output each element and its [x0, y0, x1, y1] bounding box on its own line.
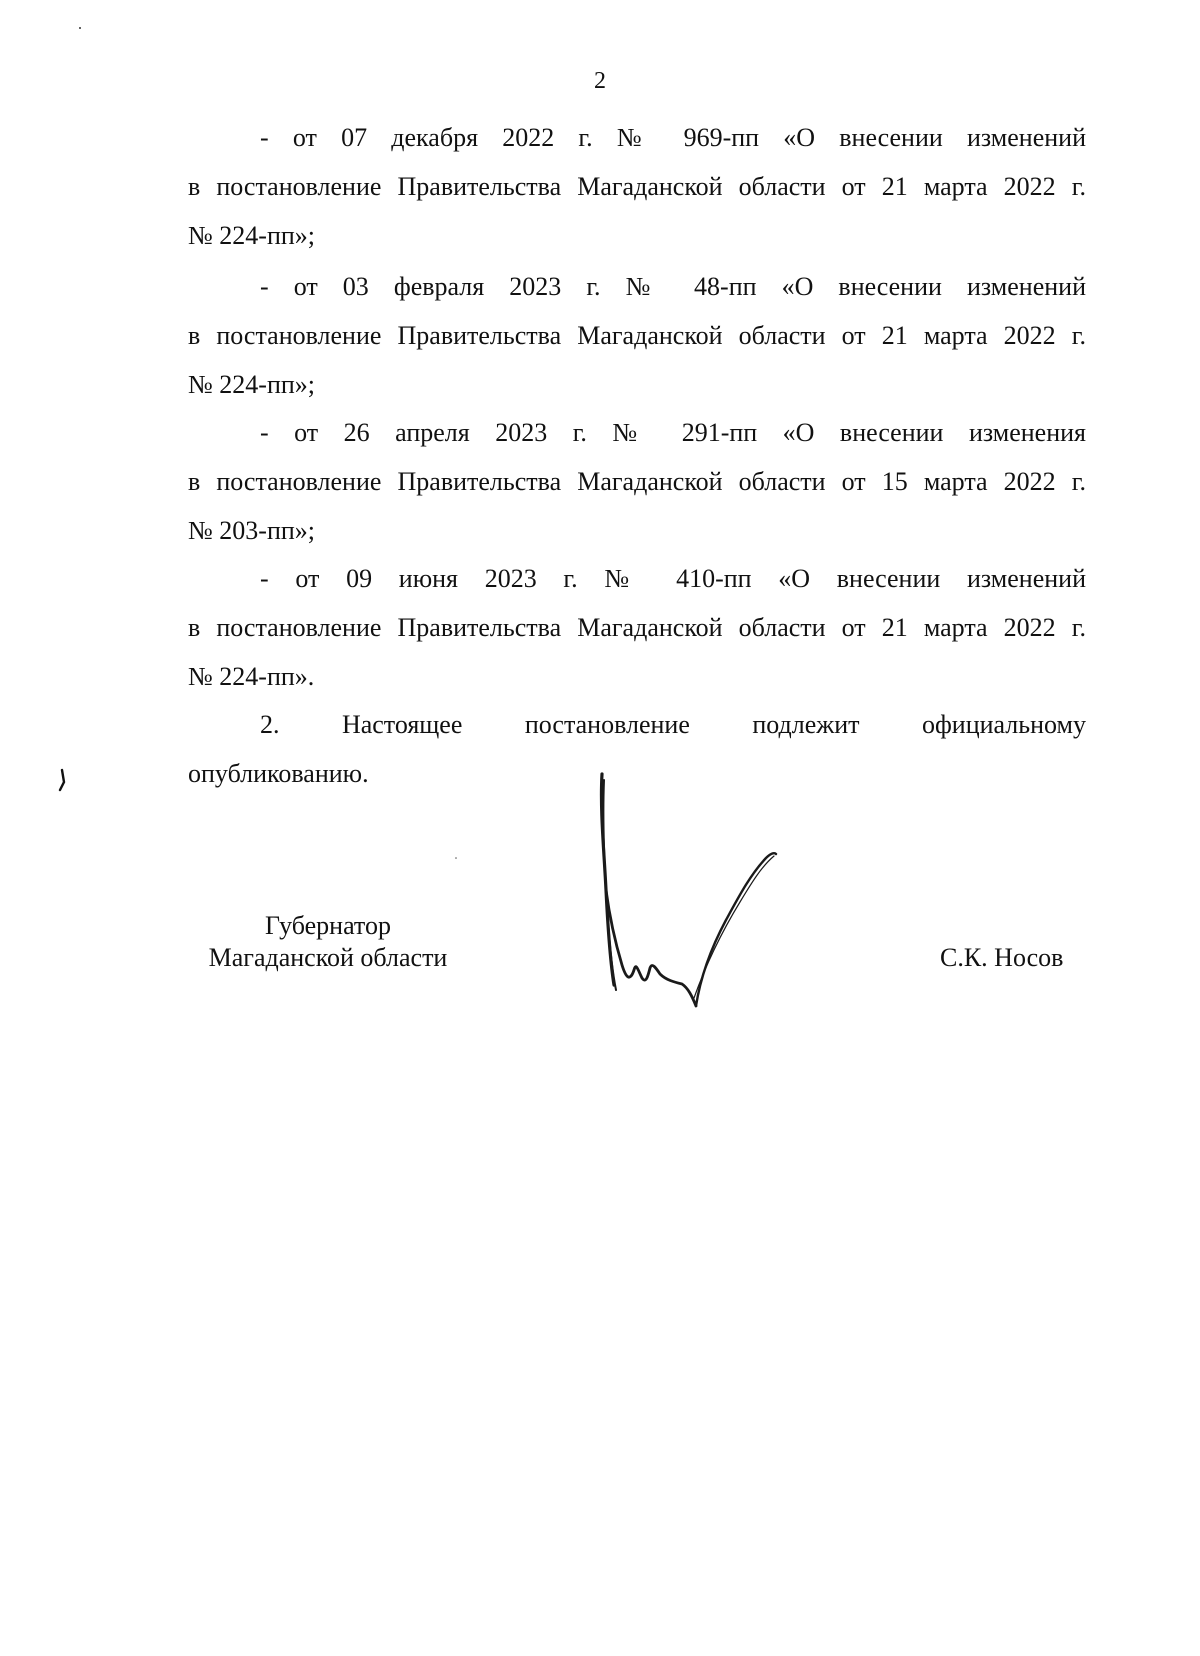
signatory-title-line: Губернатор	[265, 911, 391, 940]
handwritten-signature	[590, 770, 800, 1040]
amendment-line: в постановление Правительства Магаданской области от 21 марта 2022 г.	[188, 613, 1086, 642]
amendment-item	[188, 554, 1086, 701]
clause-line: опубликованию.	[188, 759, 369, 788]
amendment-item	[188, 408, 1086, 555]
amendment-line: - от 09 июня 2023 г. № 410-пп «О внесении изменений	[260, 564, 1086, 593]
page-number: 2	[594, 68, 606, 94]
amendment-line: в постановление Правительства Магаданской области от 21 марта 2022 г.	[188, 321, 1086, 350]
signatory-title	[188, 910, 468, 974]
amendment-line: № 224-пп»;	[188, 221, 316, 250]
amendment-line: № 203-пп»;	[188, 516, 316, 545]
amendment-line: - от 07 декабря 2022 г. № 969-пп «О внесении изменений	[260, 123, 1086, 152]
amendment-line: - от 26 апреля 2023 г. № 291-пп «О внесении изменения	[260, 418, 1086, 447]
signatory-name: С.К. Носов	[940, 943, 1064, 972]
amendment-item	[188, 113, 1086, 260]
amendment-line: - от 03 февраля 2023 г. № 48-пп «О внесении изменений	[260, 272, 1086, 301]
amendment-line: № 224-пп».	[188, 662, 315, 691]
amendment-line: в постановление Правительства Магаданской области от 15 марта 2022 г.	[188, 467, 1086, 496]
amendment-line: № 224-пп»;	[188, 370, 316, 399]
amendment-item	[188, 262, 1086, 409]
amendment-line: в постановление Правительства Магаданской области от 21 марта 2022 г.	[188, 172, 1086, 201]
signatory-title-line: Магаданской области	[208, 943, 448, 972]
clause-line: 2. Настоящее постановление подлежит официальному	[260, 710, 1086, 739]
